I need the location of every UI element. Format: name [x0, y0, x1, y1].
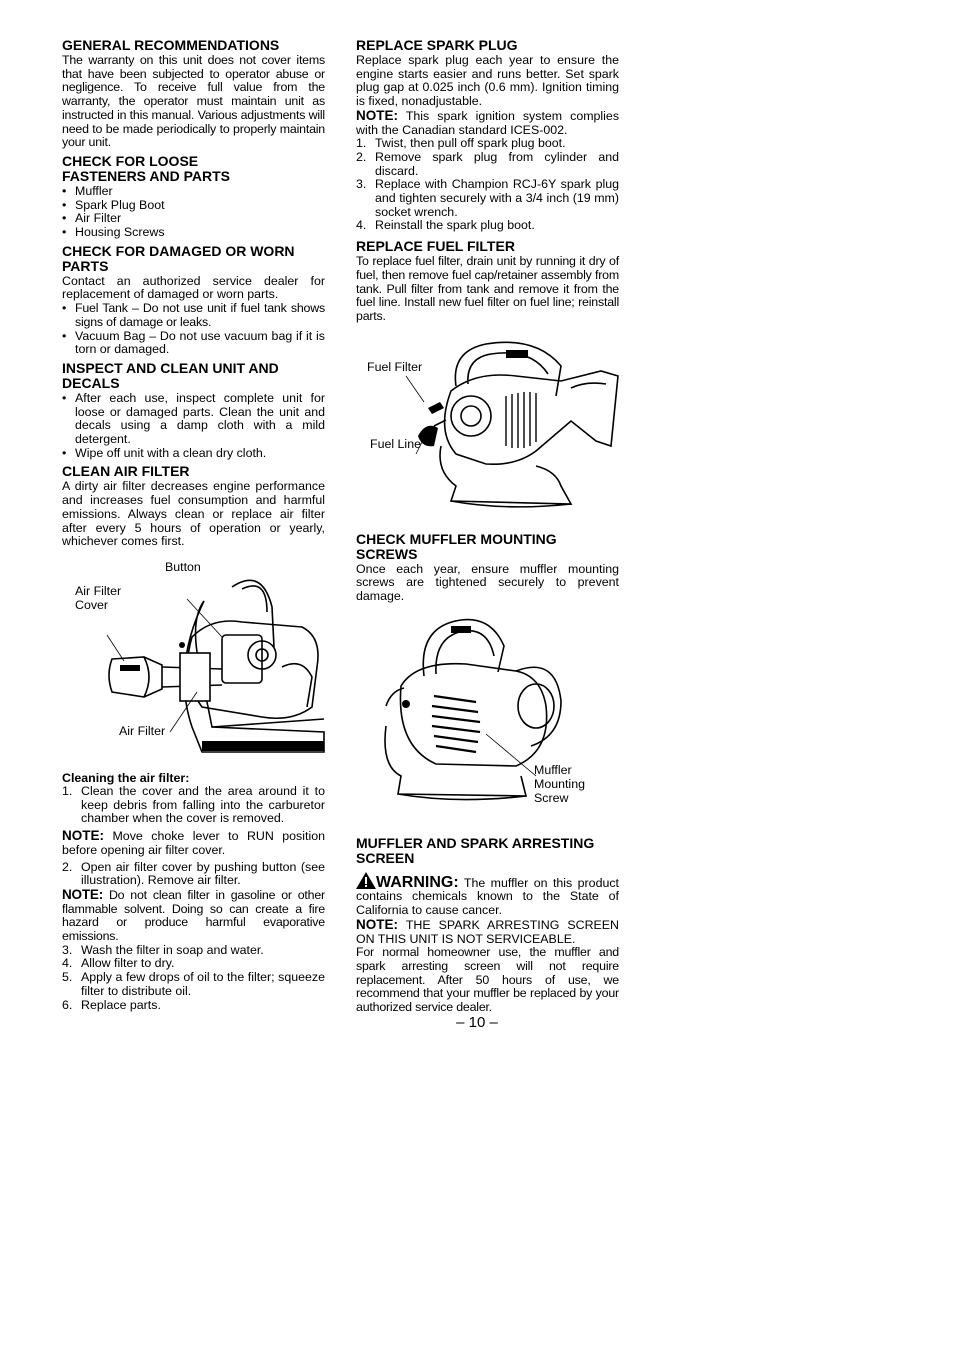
muffler-label-3: Screw: [534, 790, 569, 805]
clean-air-filter-text: A dirty air filter decreases engine performance and increases fuel consumption and harmful emissions. Always clean or replace air filter after every 5 hours of operation or yearly, whichever comes first.: [62, 479, 325, 549]
cleaning-heading: Cleaning the air filter:: [62, 770, 190, 785]
list-item: • Air Filter: [62, 211, 122, 226]
list-item: 1. Clean the cover and the area around it to keep debris from falling into the carburetor chamber when the cover is removed.: [62, 783, 325, 826]
heading-clean-air-filter: CLEAN AIR FILTER: [62, 463, 190, 480]
list-item: 2. Remove spark plug from cylinder and discard.: [356, 149, 619, 178]
muffler-illustration: [356, 616, 619, 828]
air-filter-label: Air Filter: [119, 723, 166, 738]
cleaning-steps-c: [62, 944, 325, 1013]
spark-plug-steps: [356, 137, 619, 233]
general-recommendations-text: The warranty on this unit does not cover items that have been subjected to operator abuse or negligence. To receive full value from the warranty, the operator must maintain unit as instructed in this manual. Various adjustments will need to be made periodically to properly maintain your unit.: [62, 53, 325, 150]
spark-plug-text: Replace spark plug each year to ensure the engine starts easier and runs better. Set spark plug gap at 0.025 inch (0.6 mm). Ignition timing is fixed, nonadjustable.: [356, 53, 619, 109]
note-choke: NOTE: Move choke lever to RUN position before opening air filter cover.: [62, 828, 325, 857]
muffler-label-1: Muffler: [534, 762, 572, 777]
spark-arrest-text: For normal homeowner use, the muffler and spark arresting screen will not require replacement. After 50 hours of use, we recommend that your muffler be replaced by your authorized service dealer.: [356, 945, 619, 1015]
heading-check-loose: CHECK FOR LOOSE FASTENERS AND PARTS: [62, 152, 231, 184]
list-item: 5. Apply a few drops of oil to the filter; squeeze filter to distribute oil.: [62, 970, 325, 998]
warning-text: The muffler on this product contains chemicals known to the State of California to cause cancer.: [356, 875, 619, 918]
list-item: • Muffler: [62, 183, 113, 198]
heading-replace-spark-plug: REPLACE SPARK PLUG: [356, 37, 518, 53]
list-item: • Wipe off unit with a clean dry cloth.: [62, 445, 267, 460]
warning-paragraph: [356, 872, 619, 918]
cleaning-steps-b: [62, 861, 325, 888]
list-item: • Housing Screws: [62, 225, 165, 240]
muffler-label-2: Mounting: [534, 776, 585, 791]
left-column: [62, 34, 325, 1012]
fuel-line-label: Fuel Line: [370, 436, 421, 451]
note-solvent: NOTE: Do not clean filter in gasoline or other flammable solvent. Doing so can create a fire hazard or produce harmful evaporative emissions.: [62, 886, 325, 944]
list-item: 2. Open air filter cover by pushing button (see illustration). Remove air filter.: [62, 859, 325, 888]
list-item: 4. Reinstall the spark plug boot.: [356, 218, 535, 233]
note-ices: NOTE: This spark ignition system complies with the Canadian standard ICES-002.: [356, 107, 620, 137]
list-item: • After each use, inspect complete unit for loose or damaged parts. Clean the unit and decals using a damp cloth with a mild detergent.: [62, 390, 325, 447]
warning-label: WARNING:: [376, 873, 459, 891]
list-item: • Vacuum Bag – Do not use vacuum bag if it is torn or damaged.: [62, 328, 325, 357]
heading-replace-fuel-filter: REPLACE FUEL FILTER: [356, 238, 515, 255]
damaged-parts-text: Contact an authorized service dealer for replacement of damaged or worn parts.: [62, 273, 325, 302]
fuel-filter-illustration: [356, 336, 619, 526]
list-item: 6. Replace parts.: [62, 997, 161, 1012]
air-filter-cover-label-1: Air Filter: [75, 583, 122, 598]
heading-inspect-clean: INSPECT AND CLEAN UNIT AND DECALS: [62, 359, 279, 391]
air-filter-cover-label-2: Cover: [75, 597, 109, 612]
cleaning-steps-a: [62, 785, 325, 826]
page-number: – 10 –: [456, 1014, 498, 1031]
list-item: 4. Allow filter to dry.: [62, 956, 175, 971]
blower-muffler-drawing: [356, 616, 619, 828]
list-item: • Fuel Tank – Do not use unit if fuel tank shows signs of damage or leaks.: [62, 301, 325, 329]
loose-parts-list: [62, 185, 325, 240]
heading-check-damaged: CHECK FOR DAMAGED OR WORN PARTS: [62, 242, 295, 274]
inspect-list: [62, 392, 325, 461]
right-column: [356, 34, 619, 1015]
warning-icon: [356, 872, 376, 889]
button-label: Button: [165, 559, 201, 574]
muffler-screws-text: Once each year, ensure muffler mounting screws are tightened securely to prevent damage.: [356, 561, 619, 604]
air-filter-illustration: [62, 557, 325, 769]
fuel-filter-label: Fuel Filter: [367, 359, 423, 374]
list-item: 3. Wash the filter in soap and water.: [62, 942, 264, 957]
list-item: 1. Twist, then pull off spark plug boot.: [356, 136, 566, 151]
list-item: 3. Replace with Champion RCJ-6Y spark plug and tighten securely with a 3/4 inch (19 mm) socket wrench.: [356, 177, 619, 219]
heading-general-recommendations: GENERAL RECOMMENDATIONS: [62, 37, 280, 53]
heading-spark-arresting-screen: MUFFLER AND SPARK ARRESTING SCREEN: [356, 834, 595, 866]
heading-check-muffler-screws: CHECK MUFFLER MOUNTING SCREWS: [356, 530, 557, 562]
damaged-parts-list: [62, 302, 325, 357]
note-not-serviceable: NOTE: THE SPARK ARRESTING SCREEN ON THIS UNIT IS NOT SERVICEABLE.: [356, 916, 620, 946]
list-item: • Spark Plug Boot: [62, 197, 165, 212]
fuel-filter-text: To replace fuel filter, drain unit by running it dry of fuel, then remove fuel cap/retainer assembly from tank. Pull filter from tank and remove it from the fuel line. Install new fuel filter on fuel line; reinstall parts.: [356, 254, 619, 323]
